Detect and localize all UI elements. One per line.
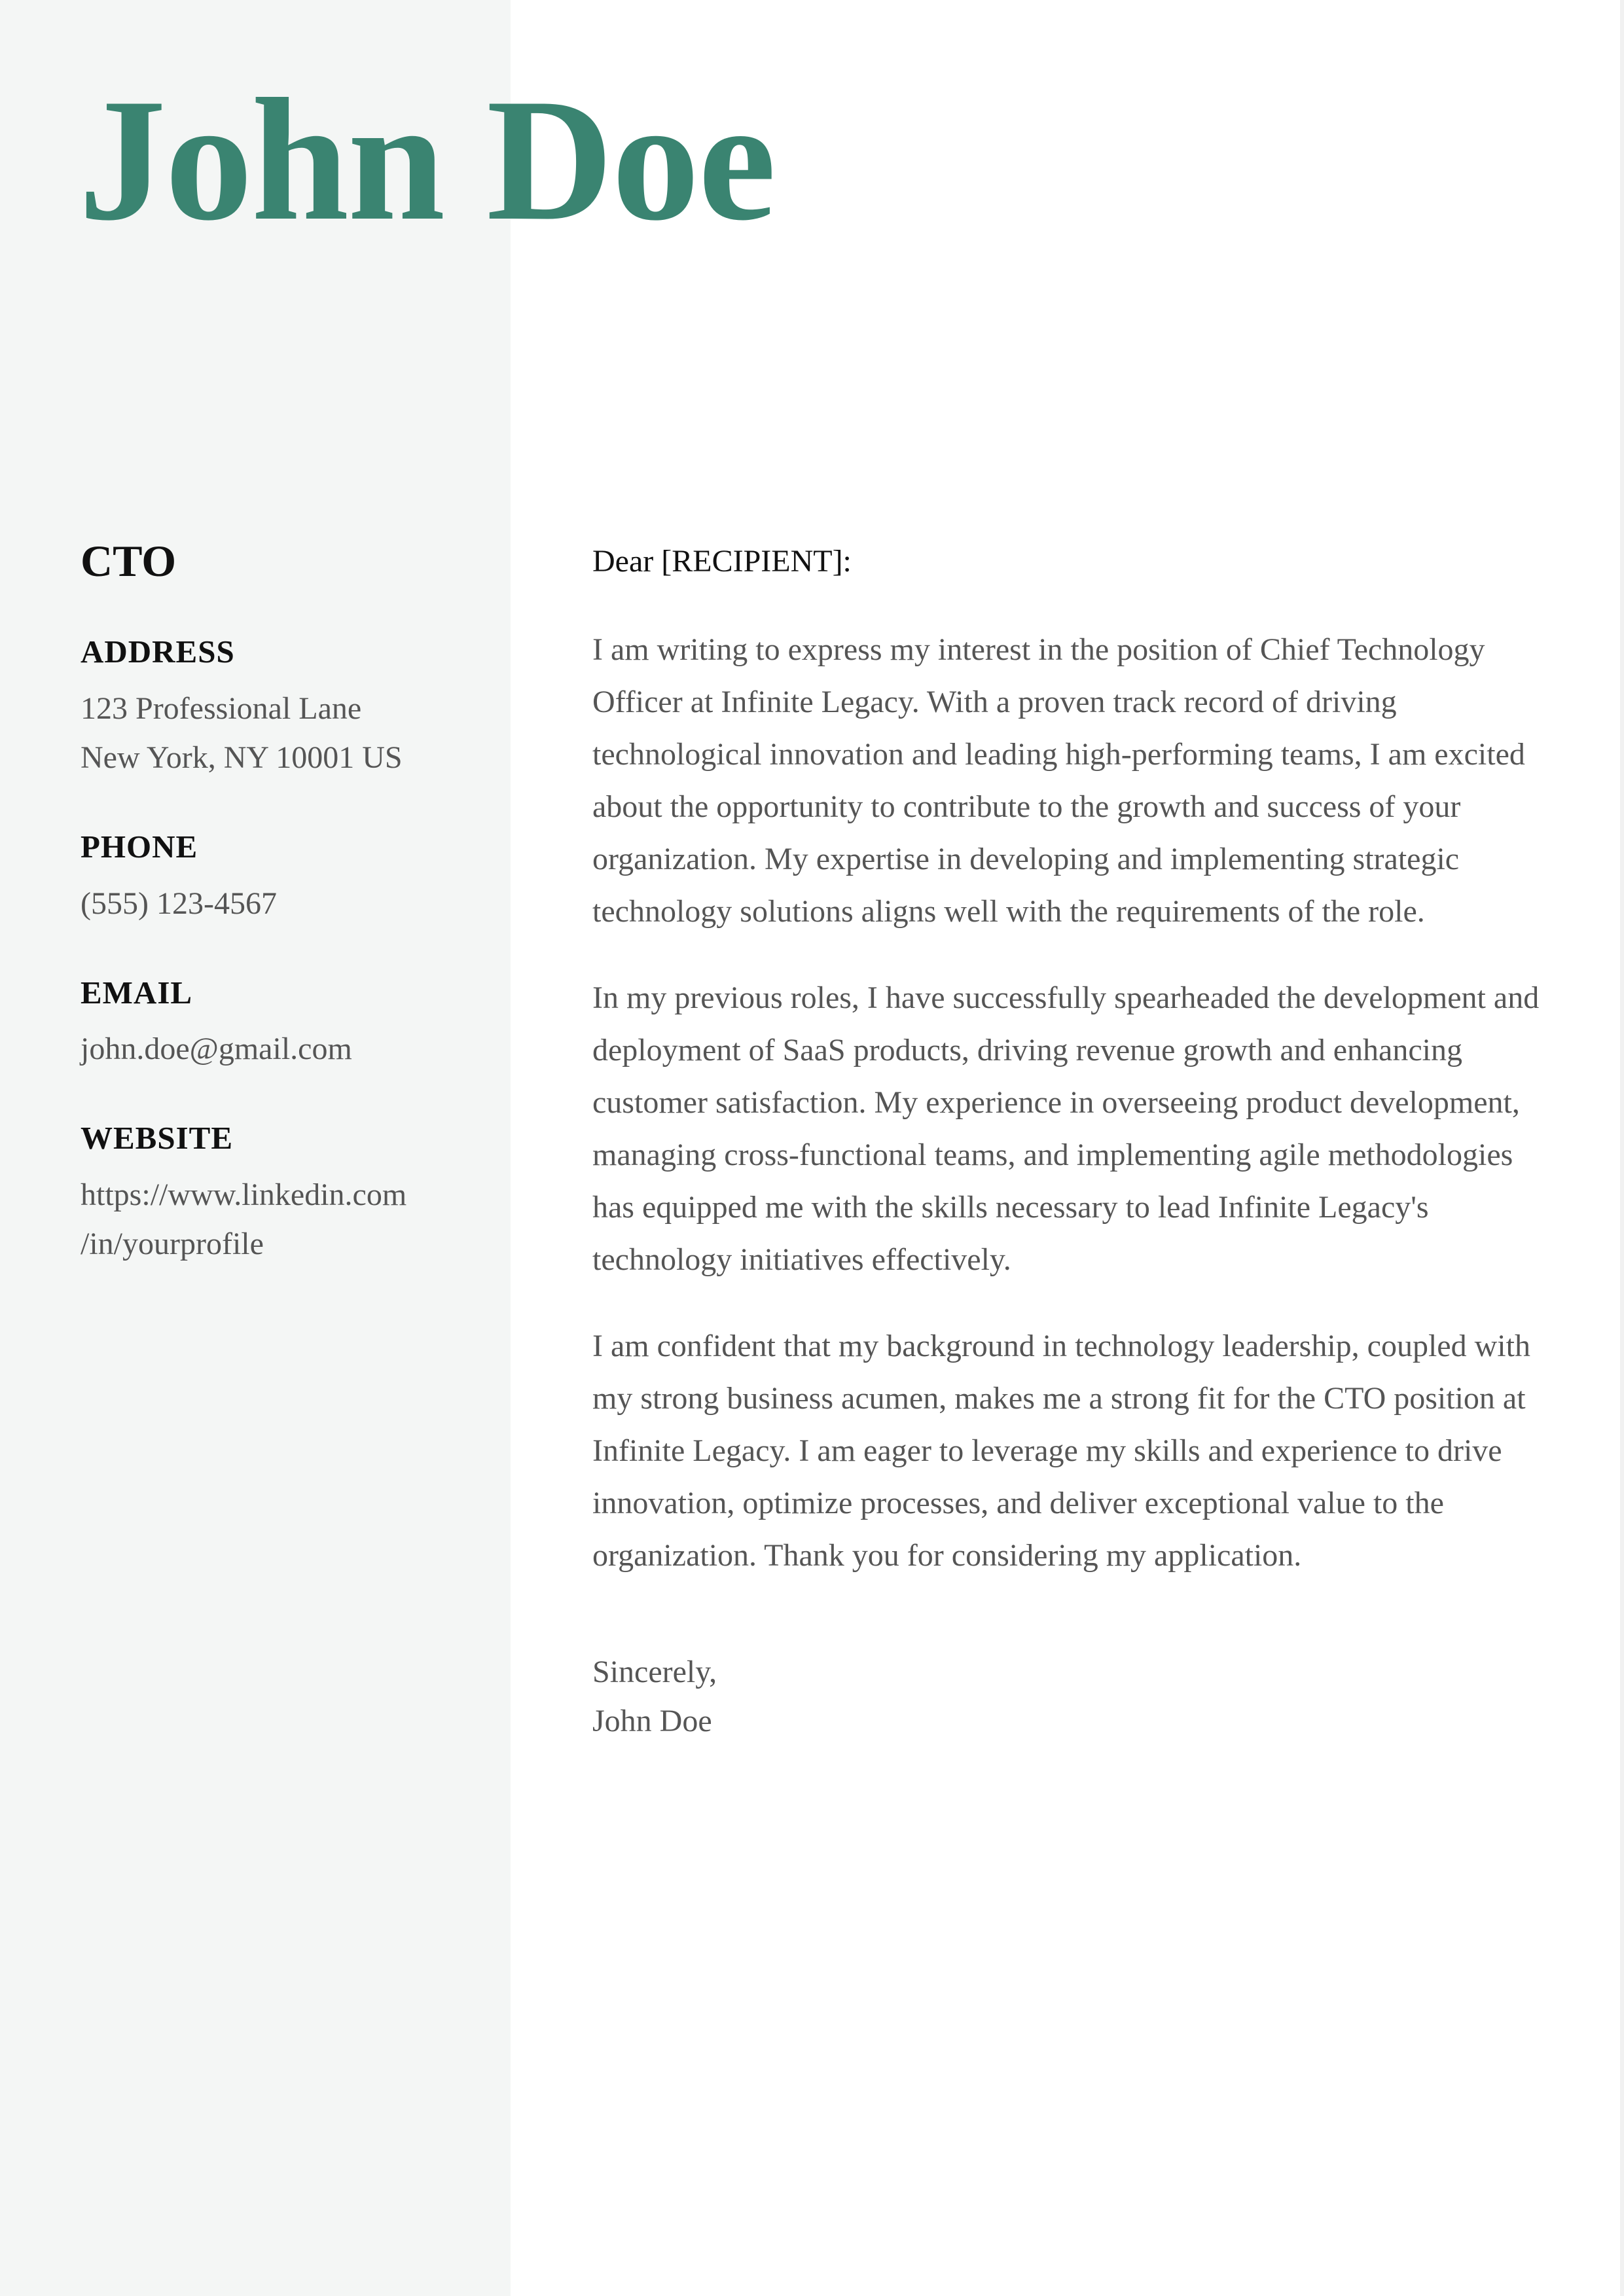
phone-heading: PHONE [81, 828, 198, 865]
email-section [81, 975, 486, 1074]
website-heading: WEBSITE [81, 1120, 234, 1157]
job-title: CTO [81, 536, 177, 586]
address-line-1: 123 Professional Lane [81, 691, 362, 726]
closing-block [592, 1647, 1548, 1746]
address-heading: ADDRESS [81, 633, 235, 670]
website-line-2: /in/yourprofile [81, 1227, 264, 1262]
salutation: Dear [RECIPIENT]: [592, 544, 852, 579]
closing-phrase: Sincerely, [592, 1655, 717, 1689]
applicant-name: John Doe [79, 62, 775, 257]
website-line-1: https://www.linkedin.com [81, 1177, 407, 1213]
letter-body [592, 537, 1548, 1746]
email-value: john.doe@gmail.com [81, 1031, 352, 1067]
letter-paragraph-2: In my previous roles, I have successfully spearheaded the development and deployment of SaaS products, driving revenue growth and enhancing customer satisfaction. My experience in overseeing product development, managing cross-functional teams, and implementing agile methodologies has equipped me with the skills necessary to lead Infinite Legacy's technology initiatives effectively. [592, 980, 1540, 1277]
address-line-2: New York, NY 10001 US [81, 740, 403, 775]
letter-paragraph-1: I am writing to express my interest in the position of Chief Technology Officer at Infinite Legacy. With a proven track record of driving technological innovation and leading high-performing teams, I am excited about the opportunity to contribute to the growth and success of your organization. My expertise in developing and implementing strategic technology solutions aligns well with the requirements of the role. [592, 632, 1525, 929]
contact-sidebar [81, 537, 486, 1316]
letter-paragraph-3: I am confident that my background in technology leadership, coupled with my strong business acumen, makes me a strong fit for the CTO position at Infinite Legacy. I am eager to leverage my skills and experience to drive innovation, optimize processes, and deliver exceptional value to the organization. Thank you for considering my application. [592, 1329, 1530, 1573]
signature-name: John Doe [592, 1704, 712, 1738]
page-edge [1620, 0, 1624, 2296]
email-heading: EMAIL [81, 974, 193, 1011]
phone-value: (555) 123-4567 [81, 886, 277, 921]
phone-section [81, 829, 486, 928]
address-section [81, 634, 486, 782]
website-section [81, 1121, 486, 1268]
